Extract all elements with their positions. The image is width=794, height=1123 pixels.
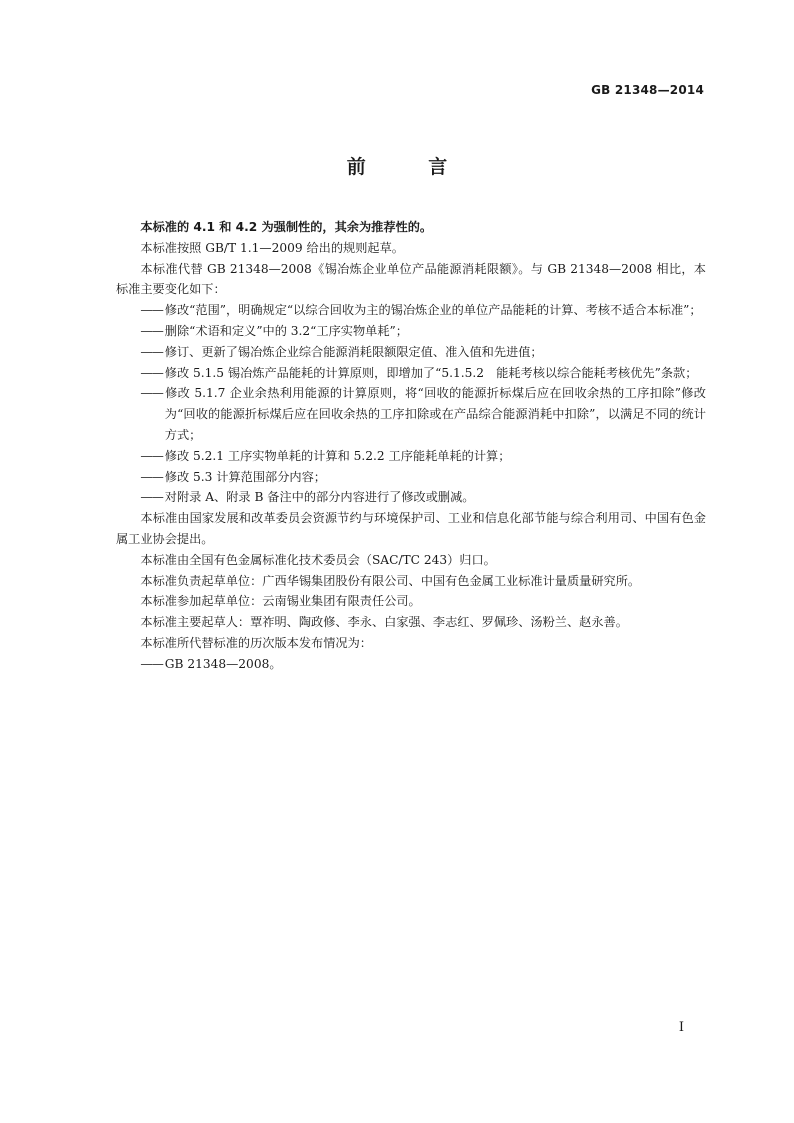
dash-mark: —— (140, 365, 163, 380)
dash-mark: —— (140, 344, 163, 359)
dash-mark: —— (140, 469, 163, 484)
change-item-text: 修订、更新了锡冶炼企业综合能源消耗限额限定值、准入值和先进值； (164, 344, 543, 359)
mandatory-clause-paragraph: 本标准的 4.1 和 4.2 为强制性的，其余为推荐性的。 (140, 220, 433, 234)
history-item-text: GB 21348—2008。 (164, 656, 282, 671)
change-item (140, 383, 706, 445)
drafting-rules-paragraph: 本标准按照 GB/T 1.1—2009 给出的规则起草。 (140, 240, 404, 255)
change-item-text: 修改 5.1.5 锡冶炼产品能耗的计算原则，即增加了“5.1.5.2 能耗考核以综合能耗考核优先”条款； (164, 365, 698, 380)
document-body (116, 217, 706, 675)
proposer-paragraph: 本标准由国家发展和改革委员会资源节约与环境保护司、工业和信息化部节能与综合利用司、中国有色金属工业协会提出。 (116, 511, 706, 546)
history-item (140, 654, 706, 675)
participating-drafter-paragraph: 本标准参加起草单位：云南锡业集团有限责任公司。 (140, 594, 421, 609)
dash-mark: —— (140, 386, 163, 401)
change-item-text: 对附录 A、附录 B 备注中的部分内容进行了修改或删减。 (164, 490, 475, 505)
change-item (140, 342, 706, 363)
change-item-text: 修改“范围”，明确规定“以综合回收为主的锡冶炼企业的单位产品能耗的计算、考核不适合本标准”； (164, 303, 702, 318)
main-drafters-paragraph: 本标准主要起草人：覃祚明、陶政修、李永、白家强、李志红、罗佩珍、汤粉兰、赵永善。 (140, 615, 628, 630)
standard-code: GB 21348—2014 (591, 83, 704, 97)
replacement-paragraph: 本标准代替 GB 21348—2008《锡冶炼企业单位产品能源消耗限额》。与 GB 21348—2008 相比，本标准主要变化如下： (116, 261, 706, 297)
jurisdiction-paragraph: 本标准由全国有色金属标准化技术委员会（SAC/TC 243）归口。 (140, 552, 496, 567)
dash-mark: —— (140, 303, 163, 318)
change-item (140, 363, 706, 384)
change-item (140, 487, 706, 508)
dash-mark: —— (140, 656, 163, 671)
dash-mark: —— (140, 490, 163, 505)
page-number: Ⅰ (678, 1020, 684, 1035)
change-item (140, 300, 706, 321)
change-item-text: 修改 5.1.7 企业余热利用能源的计算原则，将“回收的能源折标煤后应在回收余热的工序扣除”修改为“回收的能源折标煤后应在回收余热的工序扣除或在产品综合能源消耗中扣除”，以满足不同的统计方式； (164, 386, 706, 442)
history-paragraph: 本标准所代替标准的历次版本发布情况为： (140, 635, 372, 650)
change-item-text: 修改 5.3 计算范围部分内容； (164, 469, 326, 484)
change-item (140, 321, 706, 342)
dash-mark: —— (140, 323, 163, 338)
change-item (140, 467, 706, 488)
change-item (140, 446, 706, 467)
page-title: 前 言 (346, 156, 476, 178)
lead-drafter-paragraph: 本标准负责起草单位：广西华锡集团股份有限公司、中国有色金属工业标准计量质量研究所。 (140, 573, 641, 588)
dash-mark: —— (140, 448, 163, 463)
change-item-text: 删除“术语和定义”中的 3.2“工序实物单耗”； (164, 323, 408, 338)
change-item-text: 修改 5.2.1 工序实物单耗的计算和 5.2.2 工序能耗单耗的计算； (164, 448, 511, 463)
